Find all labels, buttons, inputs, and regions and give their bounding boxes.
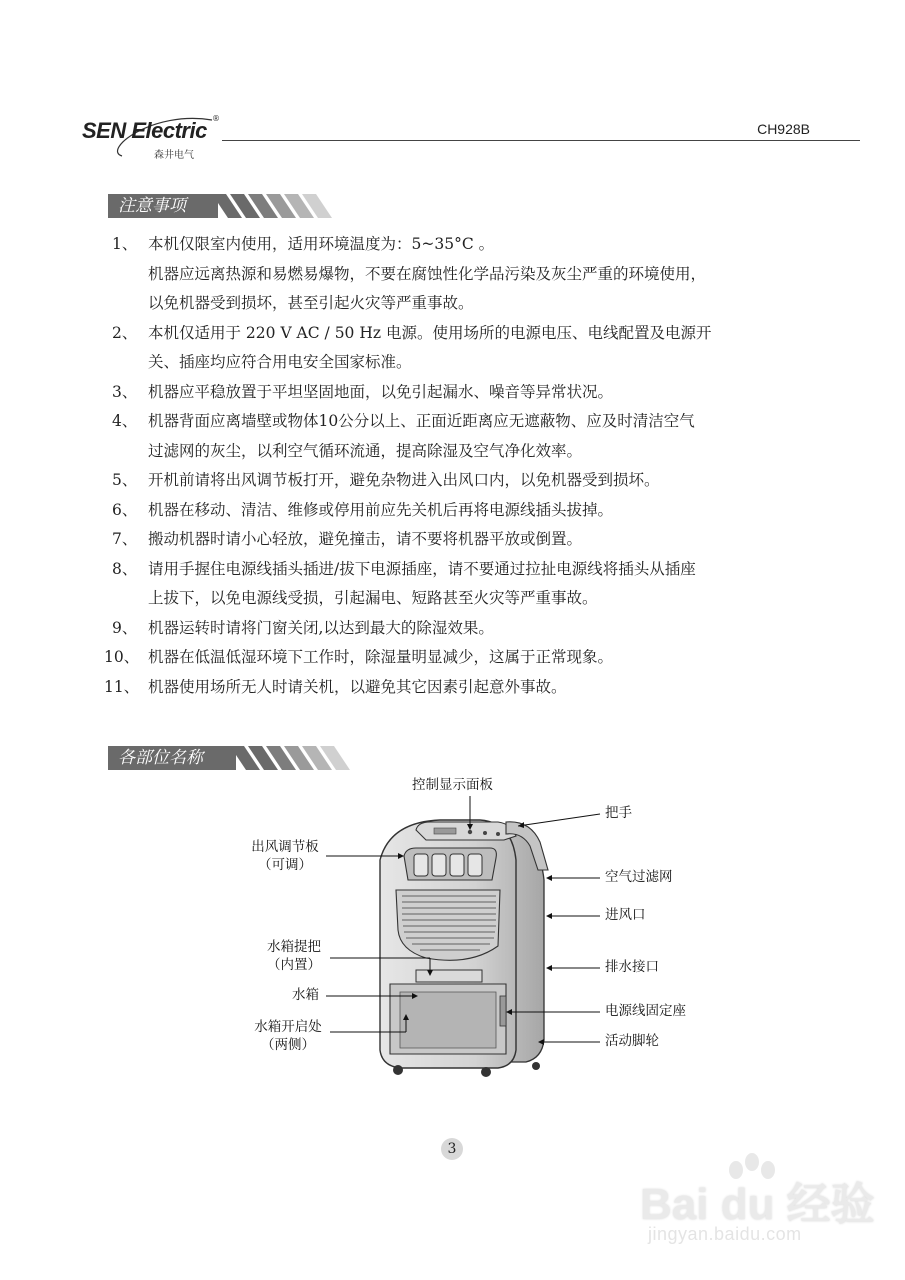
label-cord-holder: 电源线固定座	[605, 1003, 686, 1019]
list-item: 10、 机器在低温低湿环境下工作时，除湿量明显减少，这属于正常现象。	[104, 648, 614, 666]
list-item: 2、 本机仅适用于 220 V AC / 50 Hz 电源。使用场所的电源电压、电线配置及电源开 关、插座均应符合用电安全国家标准。	[112, 323, 712, 371]
label-control-panel: 控制显示面板	[412, 777, 493, 793]
section-stripes-icon	[212, 194, 342, 218]
watermark	[640, 1150, 875, 1260]
precautions-section-header	[108, 194, 348, 218]
brand-registered-mark: ®	[212, 114, 220, 123]
label-tank-opening: 水箱开启处 （两侧）	[254, 1019, 322, 1053]
list-item: 8、 请用手握住电源线插头插进/拔下电源插座，请不要通过拉扯电源线将插头从插座 上拔下，以免电源线受损，引起漏电、短路甚至火灾等严重事故。	[112, 559, 696, 607]
list-item: 5、 开机前请将出风调节板打开，避免杂物进入出风口内，以免机器受到损坏。	[112, 471, 660, 489]
label-water-tank: 水箱	[292, 987, 319, 1003]
dehumidifier-diagram	[230, 770, 710, 1100]
label-tank-handle: 水箱提把 （内置）	[267, 939, 321, 973]
list-item: 3、 机器应平稳放置于平坦坚固地面，以免引起漏水、噪音等异常状况。	[112, 382, 614, 401]
header-divider	[222, 140, 860, 141]
precautions-title: 注意事项	[108, 194, 218, 218]
label-casters: 活动脚轮	[605, 1033, 659, 1049]
watermark-url: jingyan.baidu.com	[648, 1224, 802, 1244]
brand-subtitle: 森井电气	[154, 150, 194, 161]
list-item: 11、 机器使用场所无人时请关机，以避免其它因素引起意外事故。	[104, 677, 567, 696]
list-item: 7、 搬动机器时请小心轻放，避免撞击，请不要将机器平放或倒置。	[112, 530, 583, 548]
brand-name: SEN Electric	[82, 118, 207, 143]
list-item: 6、 机器在移动、清洁、维修或停用前应先关机后再将电源线插头拔掉。	[112, 500, 614, 519]
label-handle: 把手	[605, 805, 632, 821]
parts-title: 各部位名称	[108, 746, 236, 770]
parts-section-header	[108, 746, 348, 770]
model-number: CH928B	[757, 121, 810, 137]
section-stripes-icon	[230, 746, 360, 770]
label-louver: 出风调节板 （可调）	[251, 839, 319, 873]
list-item: 4、 机器背面应离墙壁或物体10公分以上、正面近距离应无遮蔽物、应及时清洁空气 过滤网的灰尘，以利空气循环流通，提高除湿及空气净化效率。	[112, 412, 695, 460]
list-item: 1、 本机仅限室内使用，适用环境温度为：5~35°C 。 机器应远离热源和易燃易爆物，不要在腐蚀性化学品污染及灰尘严重的环境使用， 以免机器受到损坏，甚至引起火灾等严重事故。	[112, 235, 707, 312]
page-number: 3	[441, 1138, 463, 1160]
label-air-inlet: 进风口	[605, 907, 646, 923]
precautions-list	[104, 230, 812, 702]
label-drain-outlet: 排水接口	[605, 959, 659, 975]
watermark-brand: Bai du 经验	[640, 1180, 875, 1229]
list-item: 9、 机器运转时请将门窗关闭,以达到最大的除湿效果。	[112, 618, 494, 637]
label-air-filter: 空气过滤网	[605, 869, 673, 885]
brand-logo	[82, 110, 232, 160]
